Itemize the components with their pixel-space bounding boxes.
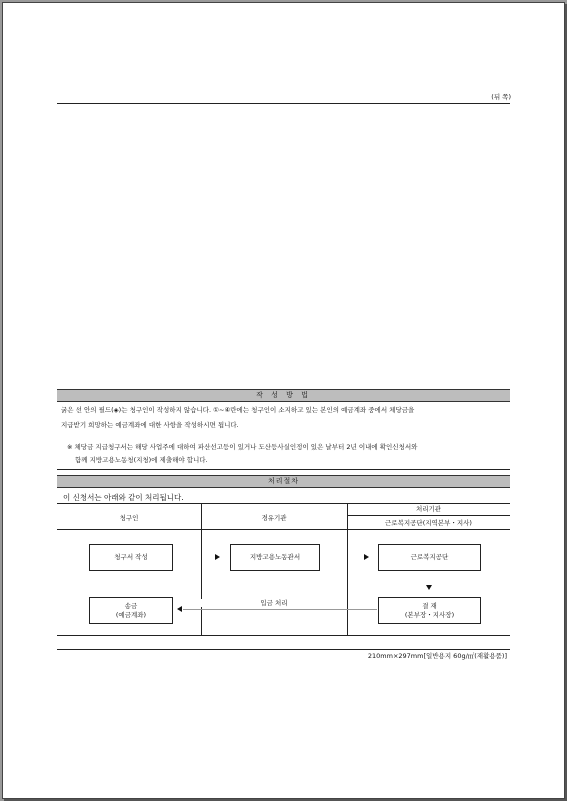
deposit-label-line2: (예금계좌) [115,610,147,619]
arrow-right-icon [215,554,220,560]
labor-office-label: 지방고용노동관서 [249,553,301,561]
writing-method-bottom-rule [57,469,510,470]
arrow-left-icon [177,606,182,612]
header-rule [57,103,510,104]
document-page [2,2,565,799]
column-divider-2 [347,503,348,635]
welfare-service-label: 근로복지공단 [410,553,449,561]
deposit-box [89,597,173,624]
back-page-label: (뒤 쪽) [491,93,511,101]
writing-method-para-line1: 굵은 선 안의 필드(◈)는 청구인이 작성하지 않습니다. ①~④란에는 청구인이 소지하고 있는 본인의 예금계좌 중에서 체당금을 [61,406,415,414]
column-processing-sub: 근로복지공단(지역본부・지사) [385,519,472,527]
write-claim-box [89,544,173,571]
decision-label-line2: (본부장・지사장) [404,610,455,619]
column-claimant: 청구인 [119,514,139,522]
writing-method-note-line2: 함께 지방고용노동청(지청)에 제출해야 합니다. [75,456,208,464]
writing-method-para-line2: 지급받기 희망하는 예금계좌에 대한 사항을 작성하시면 됩니다. [61,421,239,429]
return-flow-label: 입금 처리 [201,599,347,607]
column-processing: 처리기관 [415,505,442,513]
write-claim-label: 청구서 작성 [114,553,148,561]
procedure-table-bottom [57,635,510,636]
welfare-service-box [378,544,481,571]
column-via: 경유기관 [261,514,287,522]
arrow-right-icon [364,554,369,560]
deposit-label-line1: 송금 [124,601,138,610]
labor-office-box [230,544,320,571]
writing-method-note-line1: ※ 체당금 지급청구서는 해당 사업주에 대하여 파산선고등이 있거나 도산등사실인정이 있은 날부터 2년 이내에 확인신청서와 [67,443,418,451]
procedure-title: 처리절차 [57,475,510,488]
paper-spec: 210mm×297mm[일반용지 60g/㎡(재활용품)] [367,652,507,660]
writing-method-title: 작 성 방 법 [57,389,510,402]
return-flow-line [183,609,377,610]
procedure-header-rule [57,529,510,530]
column-divider-1 [201,503,202,635]
procedure-table-top [57,503,510,504]
decision-box [378,597,481,624]
processing-sub-rule [347,515,510,516]
footer-rule [57,649,510,650]
procedure-intro: 이 신청서는 아래와 같이 처리됩니다. [63,493,184,502]
decision-label-line1: 결 재 [422,601,437,610]
arrow-down-icon [426,585,432,590]
